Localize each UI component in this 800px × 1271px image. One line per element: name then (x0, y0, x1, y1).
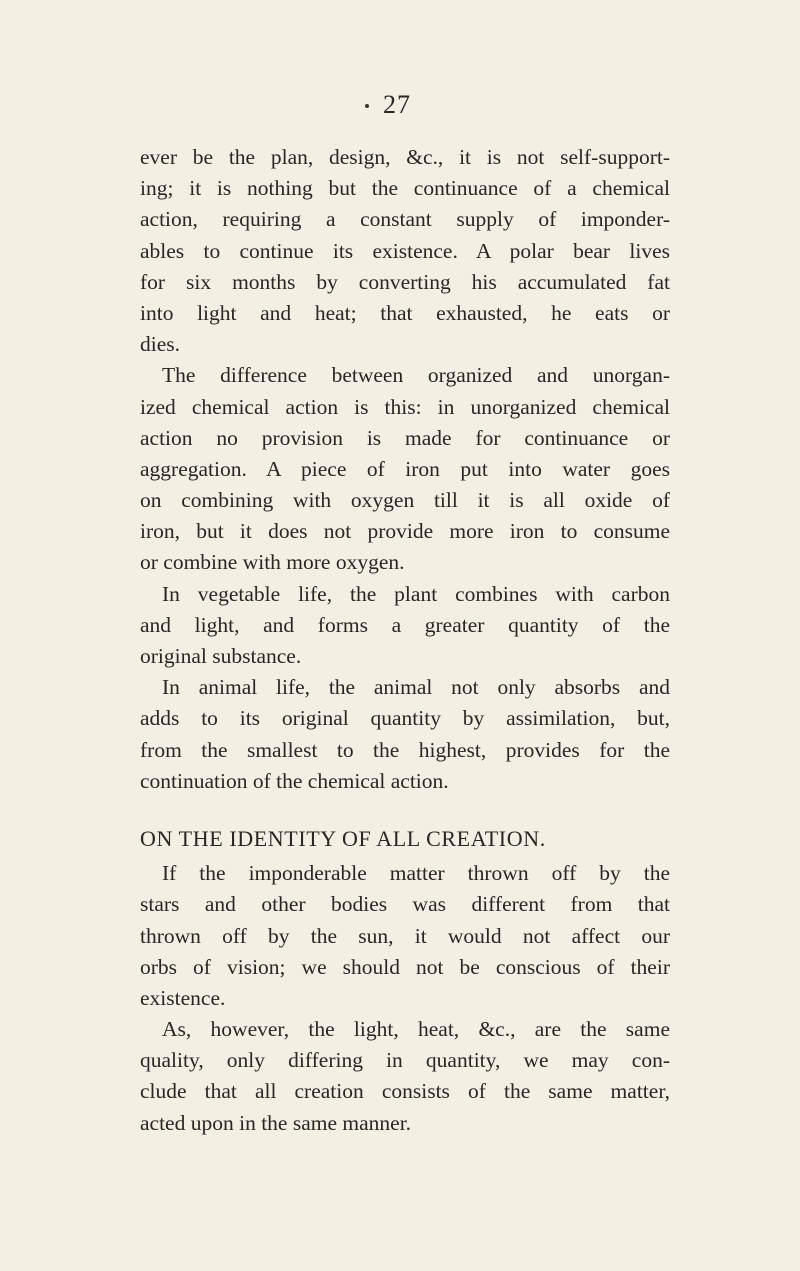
text-line: acted upon in the same manner. (140, 1110, 412, 1135)
text-line: If the imponderable matter thrown off by the (162, 861, 670, 886)
paragraph (140, 579, 670, 673)
text-line: As, however, the light, heat, &c., are the same (162, 1017, 670, 1042)
text-line: stars and other bodies was different from that (140, 892, 670, 917)
page-number: 27 (383, 90, 411, 119)
text-line: continuation of the chemical action. (140, 768, 449, 793)
text-line: action, requiring a constant supply of imponder- (140, 207, 670, 232)
text-line: for six months by converting his accumulated fat (140, 269, 670, 294)
body-text (140, 142, 670, 1139)
paragraph (140, 858, 670, 1014)
text-line: or combine with more oxygen. (140, 550, 405, 575)
text-line: adds to its original quantity by assimilation, but, (140, 706, 670, 731)
text-line: ever be the plan, design, &c., it is not self-support- (140, 145, 670, 169)
text-line: aggregation. A piece of iron put into water goes (140, 456, 670, 481)
print-speck (365, 104, 369, 108)
text-line: In animal life, the animal not only absorbs and (162, 675, 670, 700)
text-line: thrown off by the sun, it would not affect our (140, 923, 670, 948)
text-line: into light and heat; that exhausted, he eats or (140, 300, 670, 325)
text-line: dies. (140, 332, 181, 357)
section-heading: ON THE IDENTITY OF ALL CREATION. (140, 825, 546, 851)
text-line: from the smallest to the highest, provides for the (140, 737, 670, 762)
text-line: ables to continue its existence. A polar bear lives (140, 238, 670, 263)
text-line: action no provision is made for continuance or (140, 425, 670, 450)
paragraph (140, 142, 670, 360)
text-line: orbs of vision; we should not be conscious of their (140, 954, 670, 979)
paragraph (140, 1014, 670, 1139)
text-line: on combining with oxygen till it is all oxide of (140, 488, 670, 513)
text-line: clude that all creation consists of the same matter, (140, 1079, 670, 1104)
text-line: original substance. (140, 644, 302, 668)
text-line: ized chemical action is this: in unorganized chemical (140, 394, 670, 419)
text-line: iron, but it does not provide more iron to consume (140, 519, 670, 544)
paragraph (140, 360, 670, 578)
paragraph (140, 672, 670, 797)
text-line: and light, and forms a greater quantity of the (140, 612, 670, 637)
text-line: In vegetable life, the plant combines with carbon (162, 581, 670, 606)
text-line: quality, only differing in quantity, we may con- (140, 1048, 670, 1073)
text-line: existence. (140, 985, 226, 1010)
text-line: ing; it is nothing but the continuance of a chemical (140, 176, 670, 201)
text-line: The difference between organized and unorgan- (162, 363, 670, 388)
